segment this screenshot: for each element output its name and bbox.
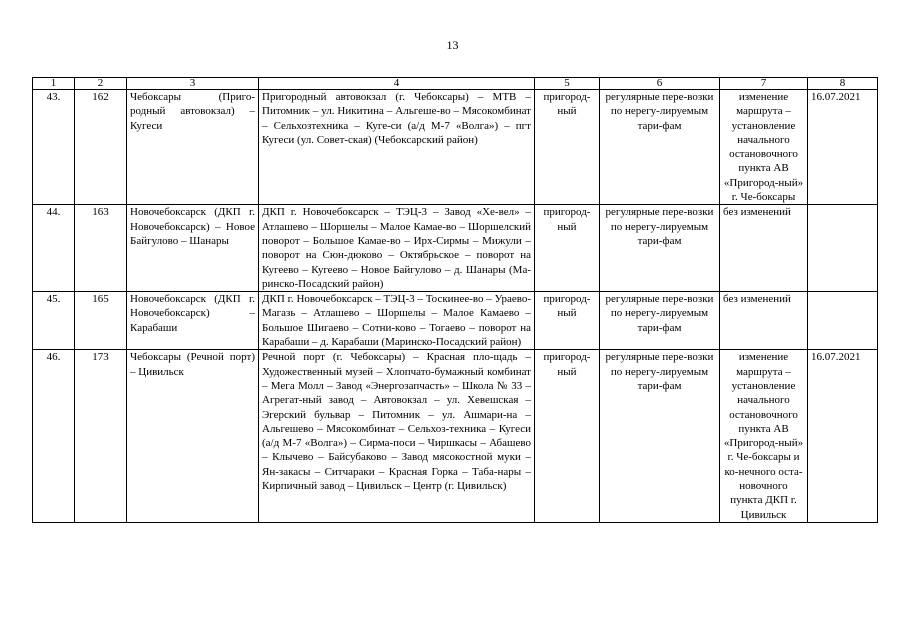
table-row [33, 205, 878, 292]
route-change-date: 16.07.2021 [808, 350, 878, 523]
route-service-type: регулярные пере-возки по нерегу-лируемым тари-фам [600, 205, 720, 292]
row-number: 44. [33, 205, 75, 292]
page-number: 13 [446, 38, 459, 52]
route-change: изменение маршрута – установление начального остановочного пункта АВ «Пригород-ный» г. Че-боксары [720, 90, 808, 205]
route-stops: ДКП г. Новочебоксарск – ТЭЦ-3 – Завод «Хе-вел» – Атлашево – Шоршелы – Малое Камае-во – Шоршелский поворот – Большое Камае-во – Ирх-Сирмы – Мижули – поворот на Сюн-дюково – Октябрьское – поворот на Кугеево – Кугеево – Новое Байгулово – д. Шанары (Ма-ринско-Посадский район) [259, 205, 535, 292]
route-kind: пригород-ный [535, 350, 600, 523]
table-row [33, 350, 878, 523]
route-name: Новочебоксарск (ДКП г. Новочебоксарск) – Карабаши [127, 292, 259, 350]
route-change: изменение маршрута – установление начального остановочного пункта АВ «Пригород-ный» г. Че-боксары и ко-нечного оста-новочного пункта ДКП г. Цивильск [720, 350, 808, 523]
route-service-type: регулярные пере-возки по нерегу-лируемым тари-фам [600, 90, 720, 205]
route-reg-number: 173 [75, 350, 127, 523]
route-reg-number: 162 [75, 90, 127, 205]
table-header-row [33, 78, 878, 90]
column-header-6: 6 [600, 78, 720, 90]
row-number: 46. [33, 350, 75, 523]
route-service-type: регулярные пере-возки по нерегу-лируемым тари-фам [600, 350, 720, 523]
column-header-8: 8 [808, 78, 878, 90]
table-row [33, 292, 878, 350]
route-change-date: 16.07.2021 [808, 90, 878, 205]
routes-table [32, 77, 878, 523]
column-header-1: 1 [33, 78, 75, 90]
route-name: Новочебоксарск (ДКП г. Новочебоксарск) – Новое Байгулово – Шанары [127, 205, 259, 292]
route-change: без изменений [720, 292, 808, 350]
route-kind: пригород-ный [535, 90, 600, 205]
route-kind: пригород-ный [535, 205, 600, 292]
route-service-type: регулярные пере-возки по нерегу-лируемым тари-фам [600, 292, 720, 350]
route-stops: ДКП г. Новочебоксарск – ТЭЦ-3 – Тоскинее-во – Ураево-Магазь – Атлашево – Шоршелы – Малое Камаево – Большое Шигаево – Сотни-ково – Тогаево – поворот на Карабаши – д. Карабаши (Маринско-Посадский район) [259, 292, 535, 350]
column-header-3: 3 [127, 78, 259, 90]
route-kind: пригород-ный [535, 292, 600, 350]
row-number: 43. [33, 90, 75, 205]
route-stops: Пригородный автовокзал (г. Чебоксары) – МТВ – Питомник – ул. Никитина – Альгеше-во – Мясокомбинат – Сельхозтехника – Куге-си (а/д М-7 «Волга») – пгт Кугеси (ул. Совет-ская) (Чебоксарский район) [259, 90, 535, 205]
column-header-5: 5 [535, 78, 600, 90]
column-header-2: 2 [75, 78, 127, 90]
route-reg-number: 163 [75, 205, 127, 292]
route-change-date [808, 292, 878, 350]
route-stops: Речной порт (г. Чебоксары) – Красная пло-щадь – Художественный музей – Хлопчато-бумажный комбинат – Мега Молл – Завод «Энергозапчасть» – Школа № 33 – Агрегат-ный завод – Автовокзал – ул. Хевешская – Эгерский бульвар – Питомник – ул. Ашмари-на – Альгешево – Мясокомбинат – Сельхоз-техника – Кугеси (а/д М-7 «Волга») – Сирма-поси – Чиршкасы – Абашево – Клычево – Байсубаково – Завод мясокостной муки – Ян-закасы – Ситчараки – Красная Горка – Таба-нары – Кирпичный завод – Цивильск – Центр (г. Цивильск) [259, 350, 535, 523]
row-number: 45. [33, 292, 75, 350]
route-name: Чебоксары (Приго-родный автовокзал) – Кугеси [127, 90, 259, 205]
route-change: без изменений [720, 205, 808, 292]
table-row [33, 90, 878, 205]
route-name: Чебоксары (Речной порт) – Цивильск [127, 350, 259, 523]
column-header-4: 4 [259, 78, 535, 90]
route-reg-number: 165 [75, 292, 127, 350]
column-header-7: 7 [720, 78, 808, 90]
route-change-date [808, 205, 878, 292]
